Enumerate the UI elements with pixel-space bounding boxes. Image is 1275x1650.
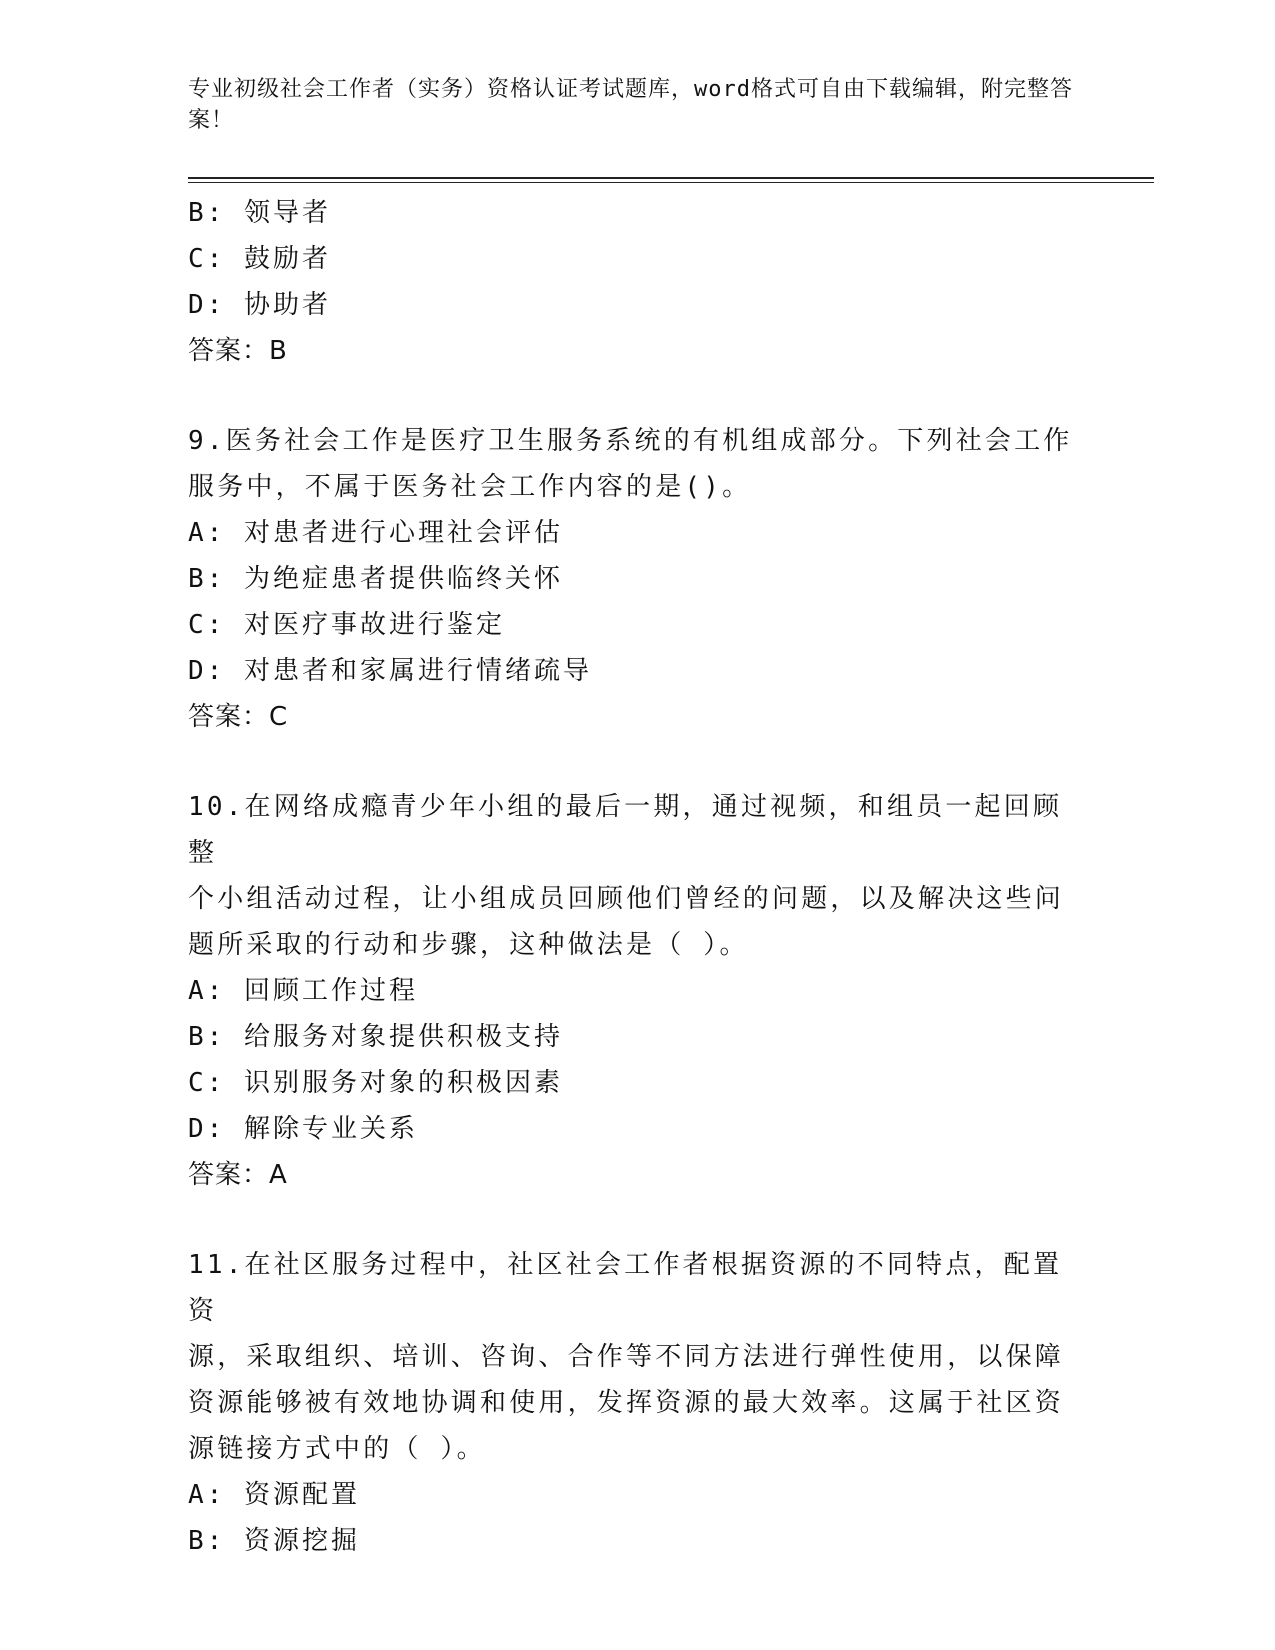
question-10 [188,784,1088,1198]
question-9 [188,418,1088,740]
stem-line: 资源能够被有效地协调和使用，发挥资源的最大效率。这属于社区资 [188,1388,1065,1418]
spacer [188,374,1088,418]
option-c: C: 识别服务对象的积极因素 [188,1068,563,1098]
spacer [188,740,1088,784]
answer-line: 答案：C [188,702,289,732]
option-b: B: 给服务对象提供积极支持 [188,1022,563,1052]
spacer [188,1198,1088,1242]
option-d: D: 协助者 [188,290,331,320]
stem-line: 10.在网络成瘾青少年小组的最后一期，通过视频，和组员一起回顾整 [188,792,1063,868]
question-stem [188,418,1088,510]
stem-line: 个小组活动过程，让小组成员回顾他们曾经的问题，以及解决这些问 [188,884,1065,914]
question-11 [188,1242,1088,1564]
option-a: A: 资源配置 [188,1480,360,1510]
stem-line: 源链接方式中的（ ）。 [188,1434,486,1464]
option-b: B: 资源挖掘 [188,1526,360,1556]
header-divider-thin [188,182,1154,183]
option-a: A: 回顾工作过程 [188,976,418,1006]
stem-line: 服务中，不属于医务社会工作内容的是()。 [188,472,752,502]
option-b: B: 领导者 [188,198,331,228]
stem-line: 源，采取组织、培训、咨询、合作等不同方法进行弹性使用，以保障 [188,1342,1065,1372]
option-c: C: 对医疗事故进行鉴定 [188,610,505,640]
stem-line: 题所采取的行动和步骤，这种做法是（ ）。 [188,930,749,960]
stem-line: 11.在社区服务过程中，社区社会工作者根据资源的不同特点，配置资 [188,1250,1063,1326]
document-header [188,74,1078,136]
header-divider [188,177,1154,179]
option-b: B: 为绝症患者提供临终关怀 [188,564,563,594]
document-body [188,190,1088,1564]
option-a: A: 对患者进行心理社会评估 [188,518,563,548]
option-d: D: 解除专业关系 [188,1114,418,1144]
question-stem [188,784,1088,968]
option-d: D: 对患者和家属进行情绪疏导 [188,656,592,686]
question-stem [188,1242,1088,1472]
answer-line: 答案：B [188,336,288,366]
stem-line: 9.医务社会工作是医疗卫生服务系统的有机组成部分。下列社会工作 [188,426,1073,456]
header-title: 专业初级社会工作者（实务）资格认证考试题库，word格式可自由下载编辑，附完整答案！ [188,77,1073,133]
answer-line: 答案：A [188,1160,288,1190]
option-c: C: 鼓励者 [188,244,331,274]
question-8-tail [188,190,1088,374]
